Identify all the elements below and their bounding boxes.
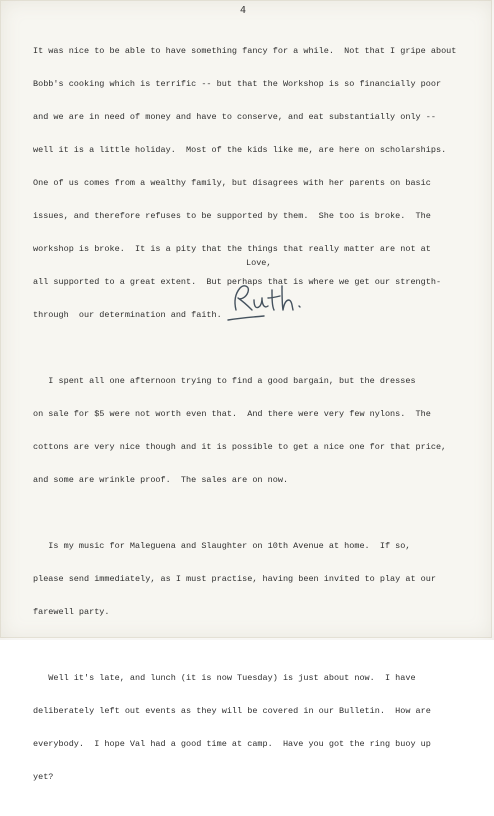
letter-line: all supported to a great extent. But perhaps that is where we get our strength- bbox=[33, 277, 442, 287]
letter-line: on sale for $5 were not worth even that. And there were very few nylons. The bbox=[33, 409, 431, 419]
letter-line: workshop is broke. It is a pity that the things that really matter are not at bbox=[33, 244, 431, 254]
letter-line: through our determination and faith. bbox=[33, 310, 222, 320]
letter-line: cottons are very nice though and it is possible to get a nice one for that price, bbox=[33, 442, 447, 452]
letter-line: One of us comes from a wealthy family, but disagrees with her parents on basic bbox=[33, 178, 431, 188]
letter-line: please send immediately, as I must practise, having been invited to play at our bbox=[33, 574, 436, 584]
letter-line: deliberately left out events as they will be covered in our Bulletin. How are bbox=[33, 706, 431, 716]
letter-line: I spent all one afternoon trying to find a good bargain, but the dresses bbox=[33, 376, 416, 386]
page-number: 4 bbox=[240, 5, 247, 16]
letter-line: yet? bbox=[33, 772, 54, 782]
paragraph-3 bbox=[33, 519, 473, 640]
letter-line: well it is a little holiday. Most of the kids like me, are here on scholarships. bbox=[33, 145, 447, 155]
letter-line: and we are in need of money and have to conserve, and eat substantially only -- bbox=[33, 112, 436, 122]
letter-line: It was nice to be able to have something fancy for a while. Not that I gripe about bbox=[33, 46, 457, 56]
letter-line: Is my music for Maleguena and Slaughter on 10th Avenue at home. If so, bbox=[33, 541, 411, 551]
paragraph-4 bbox=[33, 651, 473, 805]
letter-body bbox=[33, 24, 473, 816]
letter-line: everybody. I hope Val had a good time at camp. Have you got the ring buoy up bbox=[33, 739, 431, 749]
letter-line: and some are wrinkle proof. The sales are on now. bbox=[33, 475, 289, 485]
closing-salutation: Love, bbox=[246, 258, 272, 268]
letter-line: issues, and therefore refuses to be supported by them. She too is broke. The bbox=[33, 211, 431, 221]
letter-line: Bobb's cooking which is terrific -- but that the Workshop is so financially poor bbox=[33, 79, 442, 89]
letter-line: Well it's late, and lunch (it is now Tuesday) is just about now. I have bbox=[33, 673, 416, 683]
letter-line: farewell party. bbox=[33, 607, 110, 617]
paragraph-2 bbox=[33, 354, 473, 508]
handwritten-signature bbox=[222, 276, 312, 324]
